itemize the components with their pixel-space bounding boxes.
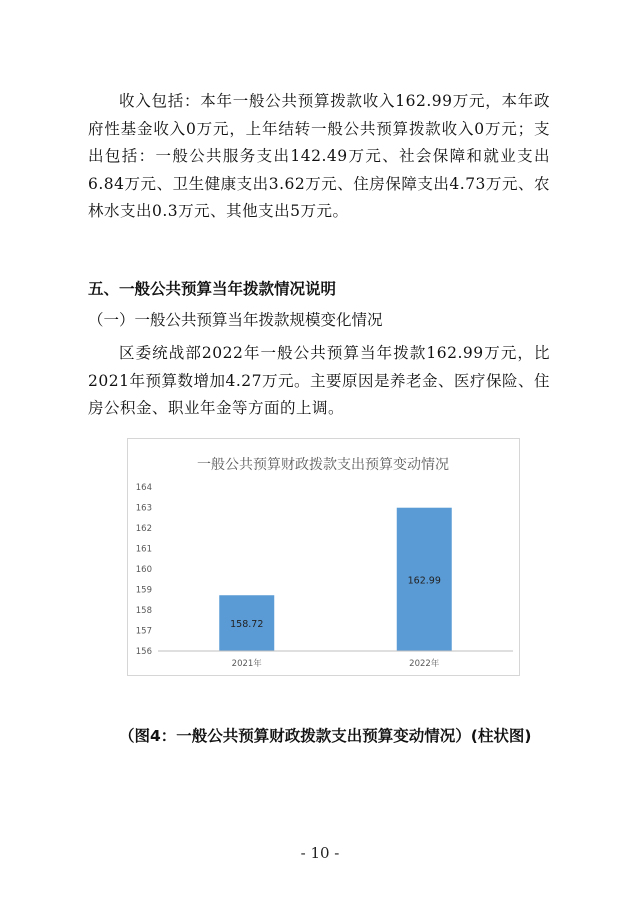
y-tick-label: 159	[135, 585, 152, 596]
y-axis	[136, 483, 152, 657]
y-tick-label: 160	[135, 565, 152, 575]
y-tick-label: 158	[135, 606, 152, 616]
y-tick-label: 161	[135, 544, 152, 555]
y-tick-label: 164	[135, 483, 152, 493]
x-tick-label: 2022年	[409, 659, 440, 669]
bar-series	[219, 508, 452, 651]
figure-caption: （图4：一般公共预算财政拨款支出预算变动情况）(柱状图)	[119, 727, 532, 745]
sub-heading: （一）一般公共预算当年拨款规模变化情况	[88, 311, 383, 329]
bar-data-label: 158.72	[230, 619, 264, 631]
income-expense-paragraph: 收入包括：本年一般公共预算拨款收入162.99万元，本年政府性基金收入0万元，上年结转一般公共预算拨款收入0万元；支出包括：一般公共服务支出142.49万元、社会保障和就业支出6.84万元、卫生健康支出3.62万元、住房保障支出4.73万元、农林水支出0.3万元、其他支出5万元。	[88, 92, 550, 220]
x-axis	[232, 658, 440, 669]
bar-data-label: 162.99	[407, 575, 441, 587]
y-tick-label: 163	[135, 503, 152, 514]
bar-chart	[127, 438, 520, 676]
y-tick-label: 162	[135, 524, 152, 534]
x-tick-label: 2021年	[231, 659, 262, 669]
section-heading: 五、一般公共预算当年拨款情况说明	[88, 280, 337, 298]
page-number: - 10 -	[300, 844, 340, 862]
chart-canvas	[128, 439, 519, 675]
y-tick-label: 157	[135, 626, 152, 637]
y-tick-label: 156	[135, 647, 152, 657]
allocation-paragraph: 区委统战部2022年一般公共预算当年拨款162.99万元，比2021年预算数增加4.27万元。主要原因是养老金、医疗保险、住房公积金、职业年金等方面的上调。	[88, 344, 550, 417]
chart-title: 一般公共预算财政拨款支出预算变动情况	[197, 457, 449, 473]
